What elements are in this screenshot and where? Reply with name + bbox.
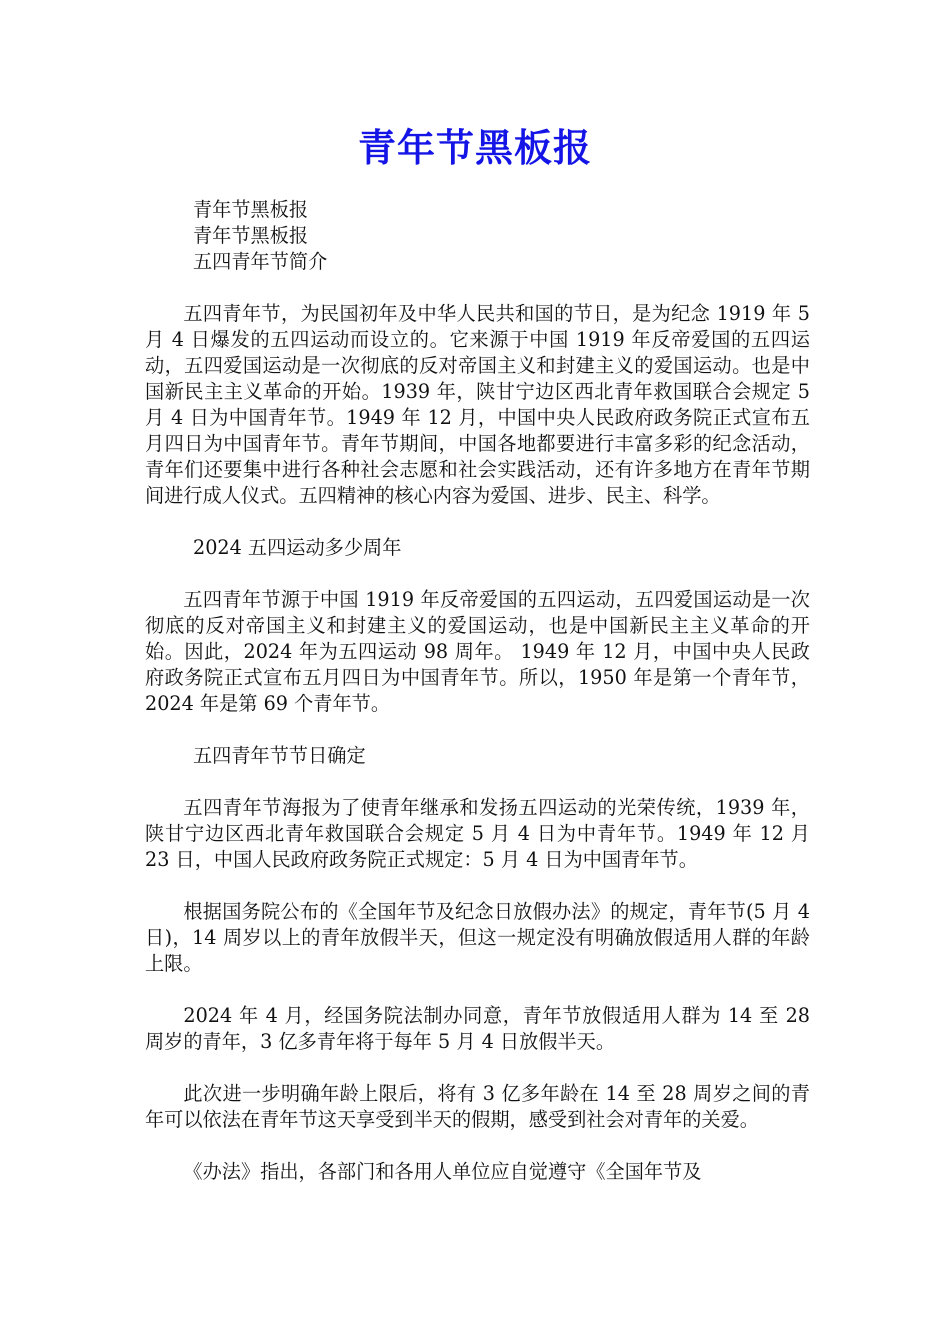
document-body	[145, 197, 810, 1185]
section-heading: 2024 五四运动多少周年	[193, 536, 402, 559]
intro-line: 青年节黑板报	[193, 224, 309, 247]
paragraph: 此次进一步明确年龄上限后，将有 3 亿多年龄在 14 至 28 周岁之间的青年可以依法在青年节这天享受到半天的假期，感受到社会对青年的关爱。	[145, 1082, 810, 1131]
section-heading: 五四青年节节日确定	[193, 744, 366, 767]
paragraph: 《办法》指出，各部门和各用人单位应自觉遵守《全国年节及	[183, 1160, 702, 1183]
paragraph: 根据国务院公布的《全国年节及纪念日放假办法》的规定，青年节(5 月 4 日)，14 周岁以上的青年放假半天，但这一规定没有明确放假适用人群的年龄上限。	[145, 900, 810, 975]
document-title: 青年节黑板报	[357, 125, 592, 170]
paragraph: 五四青年节源于中国 1919 年反帝爱国的五四运动，五四爱国运动是一次彻底的反对帝国主义和封建主义的爱国运动，也是中国新民主主义革命的开始。因此，2024 年为五四运动 98 周年。 1949 年 12 月，中国中央人民政府政务院正式宣布五月四日为中国青年节。所以，1950 年是第一个青年节，2024 年是第 69 个青年节。	[145, 588, 810, 715]
paragraph: 2024 年 4 月，经国务院法制办同意，青年节放假适用人群为 14 至 28 周岁的青年，3 亿多青年将于每年 5 月 4 日放假半天。	[145, 1004, 810, 1053]
paragraph: 五四青年节，为民国初年及中华人民共和国的节日，是为纪念 1919 年 5 月 4 日爆发的五四运动而设立的。它来源于中国 1919 年反帝爱国的五四运动，五四爱国运动是一次彻底的反对帝国主义和封建主义的爱国运动。也是中国新民主主义革命的开始。1939 年，陕甘宁边区西北青年救国联合会规定 5 月 4 日为中国青年节。1949 年 12 月，中国中央人民政府政务院正式宣布五月四日为中国青年节。青年节期间，中国各地都要进行丰富多彩的纪念活动，青年们还要集中进行各种社会志愿和社会实践活动，还有许多地方在青年节期间进行成人仪式。五四精神的核心内容为爱国、进步、民主、科学。	[145, 302, 810, 507]
intro-line: 五四青年节简介	[193, 250, 328, 273]
intro-line: 青年节黑板报	[193, 198, 309, 221]
paragraph: 五四青年节海报为了使青年继承和发扬五四运动的光荣传统，1939 年，陕甘宁边区西北青年救国联合会规定 5 月 4 日为中青年节。1949 年 12 月 23 日，中国人民政府政务院正式规定：5 月 4 日为中国青年节。	[145, 796, 810, 871]
